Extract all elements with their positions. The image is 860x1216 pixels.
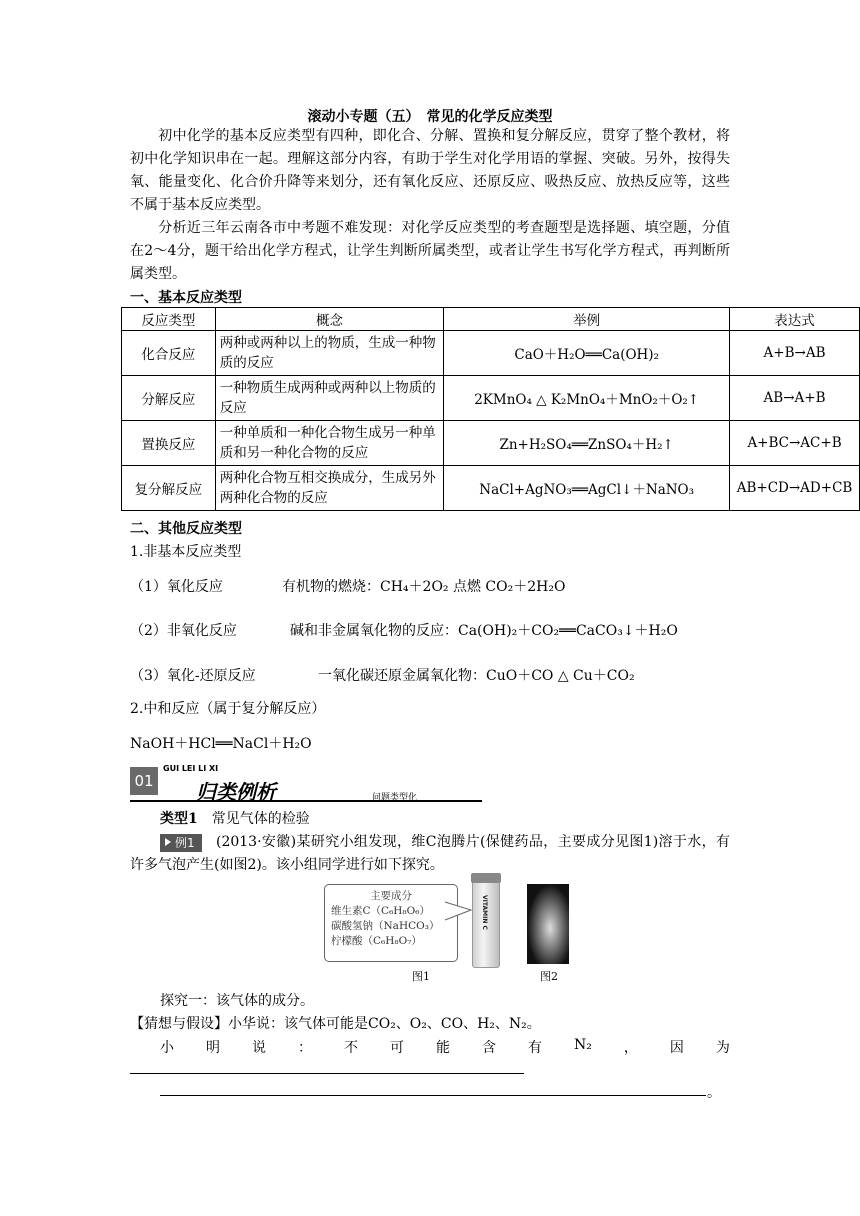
section-heading-other: 二、其他反应类型 (130, 521, 242, 537)
page-title: 滚动小专题（五） 常见的化学反应类型 (307, 109, 553, 125)
table-header-cell: 反应类型 (122, 308, 216, 331)
figure-2-caption: 图2 (540, 970, 558, 983)
explore-heading: 探究一：该气体的成分。 (160, 993, 314, 1009)
oxidation-equation: CH₄＋2O₂ 点燃 CO₂＋2H₂O (380, 579, 566, 595)
concept-cell: 一种单质和一种化合物生成另一种单质和另一种化合物的反应 (215, 421, 444, 466)
reaction-type-cell: 复分解反应 (122, 466, 216, 511)
table-header-cell: 举例 (444, 308, 730, 331)
other-reaction-desc: 一氧化碳还原金属氧化物：CuO＋CO △ Cu＋CO₂ (318, 668, 635, 684)
callout-title: 主要成分 (370, 890, 412, 902)
xiaoming-line: 小 明 说 ： 不 可 能 含 有 N₂ ， 因 为 (160, 1037, 730, 1056)
expression-cell: A+BC→AC+B (730, 421, 860, 466)
example-cell: Zn+H₂SO₄══ZnSO₄＋H₂↑ (444, 421, 730, 466)
concept-cell: 一种物质生成两种或两种以上物质的反应 (215, 376, 444, 421)
vitamin-tube-image (472, 878, 500, 968)
fizzing-tablet-image (527, 884, 569, 964)
banner-underline (130, 800, 482, 802)
intro-paragraph-1: 初中化学的基本反应类型有四种，即化合、分解、置换和复分解反应，贯穿了整个教材，将初中化学知识串在一起。理解这部分内容，有助于学生对化学用语的掌握、突破。另外，按得失氧、能量变化、化合价升降等来划分，还有氧化反应、还原反应、吸热反应、放热反应等，这些不属于基本反应类型。 (130, 128, 730, 213)
example-cell: 2KMnO₄ △ K₂MnO₄＋MnO₂＋O₂↑ (444, 376, 730, 421)
ingredient-item: 柠檬酸（C₆H₈O₇） (331, 935, 422, 947)
example-cell: CaO＋H₂O══Ca(OH)₂ (444, 331, 730, 376)
other-reaction-desc: 碱和非金属氧化物的反应：Ca(OH)₂＋CO₂══CaCO₃↓＋H₂O (290, 623, 678, 639)
other-reaction-label: （3）氧化-还原反应 (130, 668, 256, 684)
table-row (122, 421, 860, 466)
section-number-badge: 01 (130, 767, 158, 795)
reaction-type-table (121, 307, 860, 511)
tube-cap (471, 873, 501, 883)
sentence-period: 。 (707, 1085, 721, 1101)
subheading-neutralization: 2.中和反应（属于复分解反应） (130, 701, 326, 717)
expression-cell: A+B→AB (730, 331, 860, 376)
concept-cell: 两种化合物互相交换成分，生成另外两种化合物的反应 (215, 466, 444, 511)
concept-cell: 两种或两种以上的物质，生成一种物质的反应 (215, 331, 444, 376)
reaction-type-cell: 化合反应 (122, 331, 216, 376)
other-reaction-label: （2）非氧化反应 (130, 623, 237, 639)
table-row (122, 376, 860, 421)
answer-blank-2[interactable] (160, 1095, 706, 1096)
example-cell: NaCl+AgNO₃══AgCl↓＋NaNO₃ (444, 466, 730, 511)
reaction-type-cell: 分解反应 (122, 376, 216, 421)
example-text: (2013·安徽)某研究小组发现，维C泡腾片(保健药品，主要成分见图1)溶于水，有许多气泡产生(如图2)。该小组同学进行如下探究。 (130, 834, 730, 873)
reaction-type-cell: 置换反应 (122, 421, 216, 466)
intro-paragraph-2: 分析近三年云南各市中考题不难发现：对化学反应类型的考查题型是选择题、填空题，分值在2～4分，题干给出化学方程式，让学生判断所属类型，或者让学生书写化学方程式，再判断所属类型。 (130, 220, 730, 282)
banner-subtitle: 问题类型化 (372, 793, 418, 803)
other-reaction-desc: 有机物的燃烧：CH₄＋2O₂ 点燃 CO₂＋2H₂O (282, 579, 566, 595)
answer-blank-1[interactable] (130, 1073, 524, 1074)
callout-pointer (443, 900, 473, 924)
ingredient-item: 维生素C（C₆H₈O₆） (331, 905, 430, 917)
tube-label: VITAMIN C (481, 895, 488, 930)
banner-title: 归类例析 (196, 780, 276, 804)
figure-1-caption: 图1 (412, 970, 430, 983)
expression-cell: AB+CD→AD+CB (730, 466, 860, 511)
ingredient-item: 碳酸氢钠（NaHCO₃） (331, 920, 440, 932)
neutralization-equation: NaOH＋HCl══NaCl＋H₂O (130, 736, 312, 752)
table-row (122, 466, 860, 511)
hypothesis-text: 【猜想与假设】小华说：该气体可能是CO₂、O₂、CO、H₂、N₂。 (130, 1016, 541, 1032)
banner-pinyin: GUI LEI LI XI (163, 764, 219, 773)
table-header-cell: 概念 (215, 308, 444, 331)
table-header-row (122, 308, 860, 331)
table-header-cell: 表达式 (730, 308, 860, 331)
example-badge: 例1 (160, 834, 202, 852)
table-row (122, 331, 860, 376)
subheading-non-basic: 1.非基本反应类型 (130, 544, 242, 560)
other-reaction-label: （1）氧化反应 (130, 579, 223, 595)
non-oxidation-equation: Ca(OH)₂＋CO₂══CaCO₃↓＋H₂O (458, 623, 678, 639)
section-heading-basic: 一、基本反应类型 (130, 290, 242, 306)
ingredients-callout (324, 884, 458, 962)
redox-equation: CuO＋CO △ Cu＋CO₂ (486, 668, 635, 684)
type-heading: 类型1 常见气体的检验 (160, 811, 310, 827)
expression-cell: AB→A+B (730, 376, 860, 421)
